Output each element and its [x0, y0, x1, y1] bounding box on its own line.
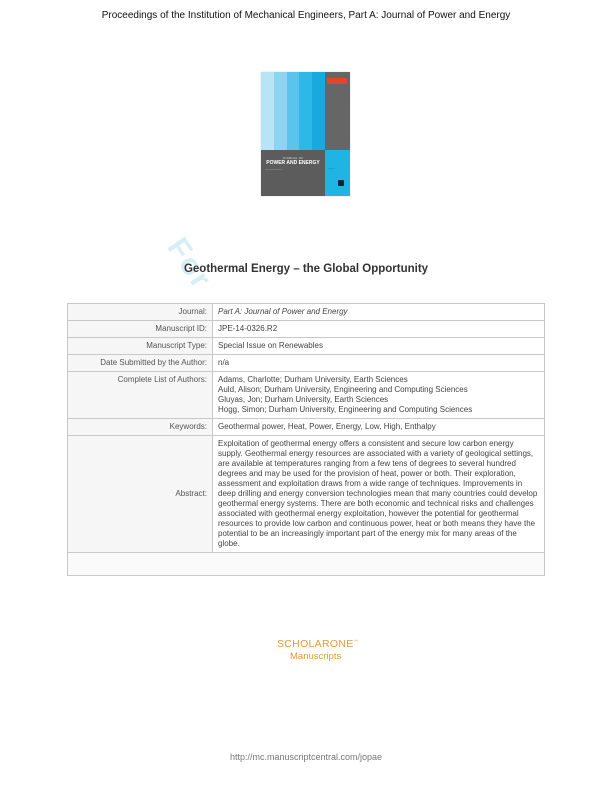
watermark: For: [160, 232, 219, 296]
manuscripts-logo-text: Manuscripts: [290, 651, 342, 662]
table-row: [68, 321, 545, 338]
authors-label: Complete List of Authors:: [68, 372, 213, 419]
keywords-value: Geothermal power, Heat, Power, Energy, Low, High, Enthalpy: [213, 419, 545, 436]
journal-label: Journal:: [68, 304, 213, 321]
journal-header: Proceedings of the Institution of Mechanical Engineers, Part A: Journal of Power and Energy: [101, 10, 511, 21]
table-row: [68, 419, 545, 436]
author-item: Auld, Alison; Durham University, Engineering and Computing Sciences: [218, 385, 468, 394]
manuscript-type-value: Special Issue on Renewables: [213, 338, 545, 355]
journal-cover-image: JOURNAL OF POWER AND ENERGY ──────────── ─────: [261, 72, 350, 196]
sage-logo-icon: [327, 78, 347, 84]
cover-main-title: POWER AND ENERGY: [266, 160, 320, 166]
table-row: [68, 338, 545, 355]
table-row: [68, 372, 545, 419]
date-submitted-label: Date Submitted by the Author:: [68, 355, 213, 372]
paper-title: Geothermal Energy – the Global Opportunity: [183, 263, 429, 275]
table-row: [68, 436, 545, 553]
footer-url: http://mc.manuscriptcentral.com/jopae: [229, 752, 383, 762]
keywords-label: Keywords:: [68, 419, 213, 436]
cover-small-title: JOURNAL OF: [282, 156, 304, 160]
manuscript-id-value: JPE-14-0326.R2: [213, 321, 545, 338]
table-row: [68, 304, 545, 321]
table-row-empty: [68, 553, 545, 576]
scholarone-logo: SCHOLARONE™: [277, 638, 358, 650]
manuscript-metadata-table: [67, 303, 545, 576]
abstract-value: Exploitation of geothermal energy offers a consistent and secure low carbon energy supply. Geothermal energy resources are associated with a variety of geological settings, are available at temperatures ranging from a few tens of degrees to several hundred degrees and may be used for the provision of heat, power or both. Their exploration, assessment and exploitation draws from a wide range of techniques. Improvements in deep drilling and energy conversion technologies mean that many countries could develop geothermal energy systems. There are both economic and technical risks and challenges associated with geothermal energy exploitation, however the potential for geothermal resources to provide low carbon and continuous power, heat or both means they have the potential to be an increasingly important part of the energy mix for many areas of the globe.: [213, 436, 545, 553]
author-item: Hogg, Simon; Durham University, Engineering and Computing Sciences: [218, 405, 473, 414]
cover-badge-icon: [338, 180, 344, 186]
cover-stripes: [261, 72, 325, 150]
manuscript-id-label: Manuscript ID:: [68, 321, 213, 338]
authors-list: [213, 372, 545, 419]
journal-value: Part A: Journal of Power and Energy: [213, 304, 545, 321]
author-item: Gluyas, Jon; Durham University, Earth Sciences: [218, 395, 389, 404]
manuscript-type-label: Manuscript Type:: [68, 338, 213, 355]
abstract-label: Abstract:: [68, 436, 213, 553]
author-item: Adams, Charlotte; Durham University, Earth Sciences: [218, 375, 408, 384]
date-submitted-value: n/a: [213, 355, 545, 372]
table-row: [68, 355, 545, 372]
